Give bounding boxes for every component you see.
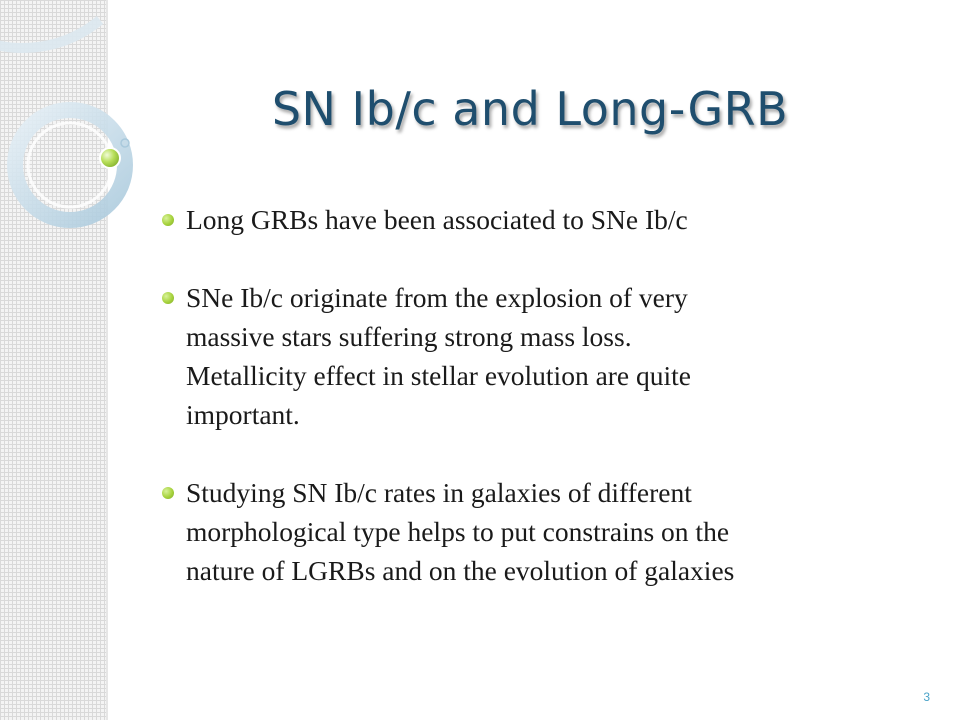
- green-dot-icon: [162, 487, 174, 499]
- bullet-item: [162, 473, 922, 590]
- bullet-line: Metallicity effect in stellar evolution are quite: [186, 360, 692, 391]
- green-dot-icon: [162, 292, 174, 304]
- green-dot-icon: [162, 214, 174, 226]
- slide-body: [162, 200, 922, 590]
- page-number: 3: [923, 690, 930, 704]
- bullet-item: [162, 200, 922, 239]
- bullet-line: important.: [186, 399, 300, 430]
- circles-ornament-icon: [0, 0, 160, 230]
- bullet-line: massive stars suffering strong mass loss.: [186, 321, 632, 352]
- bullet-line: Studying SN Ib/c rates in galaxies of different: [186, 477, 692, 508]
- slide-title: SN Ib/c and Long-GRB: [271, 82, 789, 136]
- bullet-item: [162, 278, 922, 434]
- bullet-line: Long GRBs have been associated to SNe Ib/c: [186, 204, 688, 235]
- bullet-line: morphological type helps to put constrains on the: [186, 516, 730, 547]
- bullet-line: nature of LGRBs and on the evolution of galaxies: [186, 555, 735, 586]
- bullet-line: SNe Ib/c originate from the explosion of very: [186, 282, 688, 313]
